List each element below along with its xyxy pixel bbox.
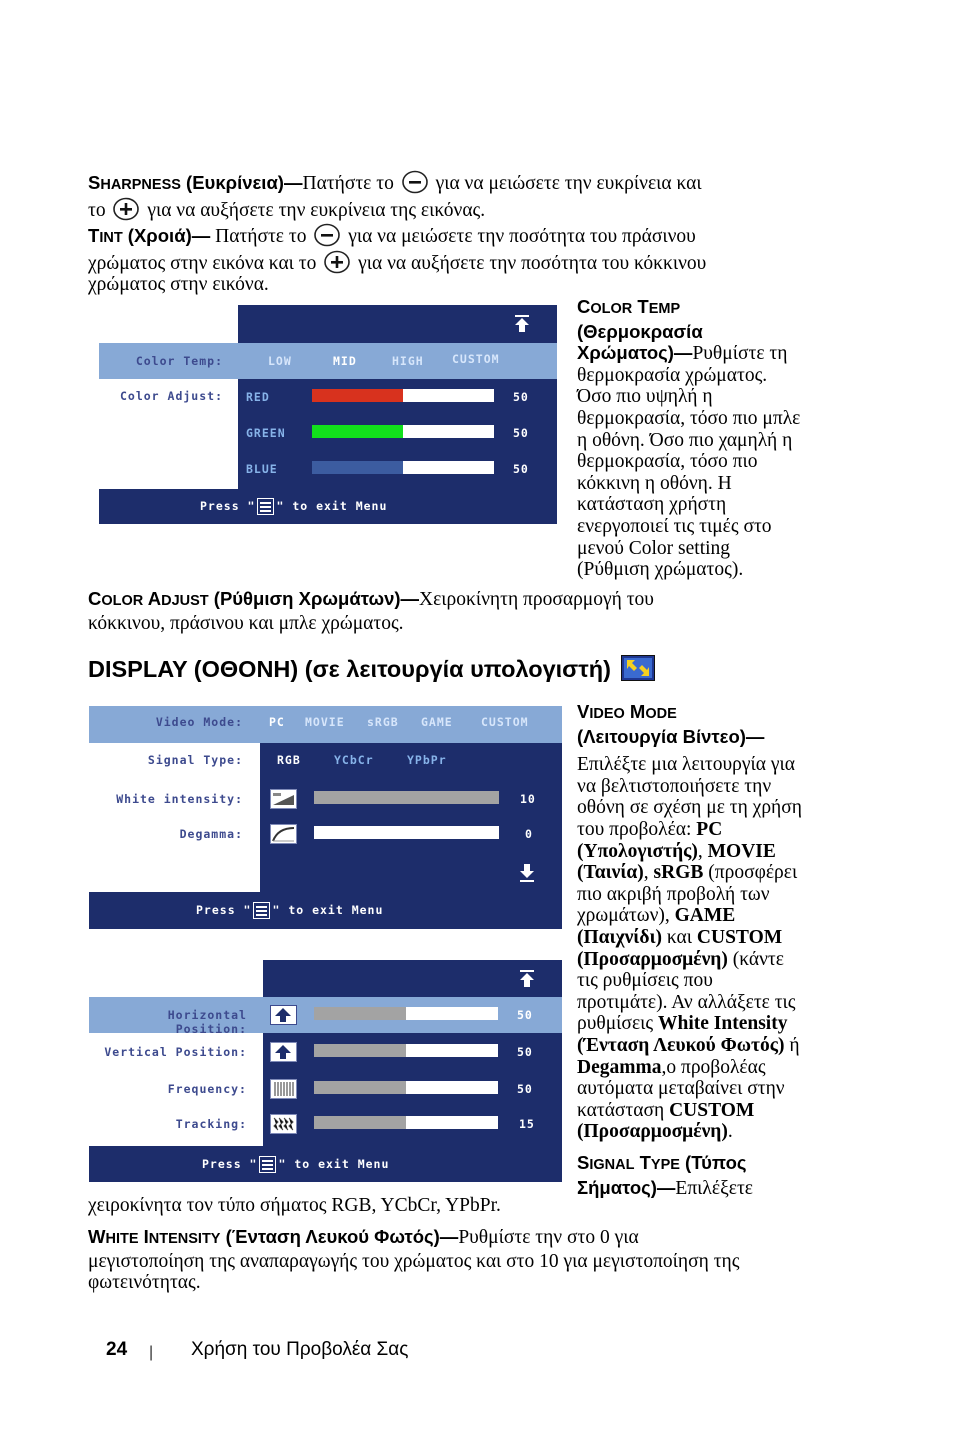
frequency-fill (314, 1081, 406, 1094)
mode-custom[interactable]: CUSTOM (452, 352, 500, 366)
mode-movie[interactable]: MOVIE (305, 715, 345, 729)
osd-display-menu (89, 706, 562, 929)
white-intensity-icon (270, 789, 297, 809)
signal-type-paragraph: SIGNAL TYPE (Τύπος Σήματος)—Επιλέξετε (577, 1152, 839, 1199)
video-mode-label: Video Mode: (155, 715, 243, 729)
mode-pc[interactable]: PC (269, 715, 285, 729)
scroll-up-icon (519, 970, 535, 988)
exit-hint: Press " " to exit Menu (196, 903, 384, 917)
frequency-label: Frequency: (167, 1082, 247, 1096)
vertical-position-slider[interactable] (314, 1044, 498, 1057)
red-value: 50 (513, 390, 529, 404)
degamma-value: 0 (525, 827, 533, 841)
color-temp-label: Color Temp: (135, 354, 223, 368)
osd-footer-bar (99, 489, 557, 524)
video-mode-heading: VIDEO MODE (577, 701, 677, 722)
frequency-slider[interactable] (314, 1081, 498, 1094)
blue-label: BLUE (246, 462, 278, 476)
menu-button-icon (253, 902, 270, 919)
footer-title: Χρήση του Προβολέα Σας (191, 1339, 409, 1360)
osd-color-menu (99, 305, 557, 524)
vertical-position-icon (270, 1042, 297, 1062)
blue-value: 50 (513, 462, 529, 476)
frequency-icon (270, 1079, 297, 1099)
white-intensity-value: 10 (520, 792, 536, 806)
signal-type-continuation: χειροκίνητα τον τύπο σήματος RGB, YCbCr, YPbPr. (88, 1195, 501, 1216)
plus-button-icon (112, 197, 140, 221)
red-slider[interactable] (312, 389, 494, 402)
exit-hint: Press " " to exit Menu (200, 499, 388, 513)
mode-game[interactable]: GAME (421, 715, 453, 729)
red-slider-fill (312, 389, 403, 402)
signal-ycbcr[interactable]: YCbCr (334, 753, 374, 767)
sharpness-heading: SHARPNESS (Ευκρίνεια)— (88, 172, 303, 193)
osd-top-bar (263, 960, 562, 997)
horizontal-position-label: Horizontal Position: (167, 1008, 247, 1036)
degamma-icon (270, 824, 297, 844)
mode-custom[interactable]: CUSTOM (481, 715, 529, 729)
horizontal-position-slider[interactable] (314, 1007, 498, 1020)
green-slider[interactable] (312, 425, 494, 438)
horizontal-position-icon (270, 1005, 297, 1025)
signal-rgb[interactable]: RGB (277, 753, 301, 767)
color-adjust-label: Color Adjust: (119, 389, 223, 403)
plus-button-icon (323, 250, 351, 274)
horizontal-position-value: 50 (517, 1008, 533, 1022)
green-slider-fill (312, 425, 403, 438)
color-adjust-paragraph: COLOR ADJUST (Ρύθμιση Χρωμάτων)—Χειροκίνητη προσαρμογή του κόκκινου, πράσινου και μπλε χρώματος. (88, 588, 654, 634)
scroll-down-icon (519, 864, 535, 882)
green-label: GREEN (246, 426, 286, 440)
tint-heading: TINT (Χροιά)— (88, 225, 211, 246)
osd-footer-bar (89, 1146, 562, 1182)
blue-slider-fill (312, 461, 403, 474)
mode-srgb[interactable]: sRGB (367, 715, 399, 729)
mode-high[interactable]: HIGH (392, 354, 424, 368)
white-intensity-heading: WHITE INTENSITY (Ένταση Λευκού Φωτός)— (88, 1226, 459, 1247)
mode-mid[interactable]: MID (333, 354, 357, 368)
tracking-fill (314, 1116, 406, 1129)
red-label: RED (246, 390, 270, 404)
tracking-value: 15 (519, 1117, 535, 1131)
vertical-position-value: 50 (517, 1045, 533, 1059)
signal-type-heading: SIGNAL TYPE (Τύπος (577, 1152, 747, 1173)
blue-slider[interactable] (312, 461, 494, 474)
degamma-label: Degamma: (179, 827, 243, 841)
tracking-label: Tracking: (175, 1117, 247, 1131)
osd-position-menu (89, 960, 562, 1182)
display-section-heading: DISPLAY (ΟΘΟΝΗ) (σε λειτουργία υπολογιστή) (88, 655, 655, 683)
minus-button-icon (313, 223, 341, 247)
degamma-slider[interactable] (314, 826, 499, 839)
osd-footer-bar (89, 892, 562, 929)
tint-paragraph: TINT (Χροιά)— Πατήστε το για να μειώσετε την ποσότητα του πράσινου χρώματος στην εικόνα και το για να αυξήσετε την ποσότητα του κόκκινου χρώματος στην εικόνα. (88, 225, 707, 296)
page-number: 24 (106, 1339, 128, 1360)
footer-separator: | (149, 1344, 154, 1361)
sharpness-paragraph: SHARPNESS (Ευκρίνεια)—Πατήστε το για να μειώσετε την ευκρίνεια και το για να αυξήσετε την ευκρίνεια της εικόνας. (88, 172, 702, 221)
white-intensity-label: White intensity: (116, 792, 243, 806)
vertical-position-label: Vertical Position: (104, 1045, 247, 1059)
osd-top-bar (238, 305, 557, 343)
white-intensity-paragraph: WHITE INTENSITY (Ένταση Λευκού Φωτός)—Ρυθμίστε την στο 0 για μεγιστοποίηση της αναπαραγωγής του χρώματος και στο 10 για μεγιστοποίηση της φωτεινότητας. (88, 1226, 740, 1294)
horizontal-position-fill (314, 1007, 406, 1020)
frequency-value: 50 (517, 1082, 533, 1096)
signal-type-label: Signal Type: (147, 753, 243, 767)
color-temp-heading: COLOR TEMP (577, 296, 681, 317)
color-temp-paragraph: COLOR TEMP (Θερμοκρασία Χρώματος)—Ρυθμίστε τη θερμοκρασία χρώματος. Όσο πιο υψηλή η θερμοκρασία, τόσο πιο μπλε η οθόνη. Όσο πιο χαμηλή η θερμοκρασία, τόσο πιο κόκκινη η οθόνη. Η κατάσταση χρήστη ενεργοποιεί τις τιμές στο μενού Color setting (Ρύθμιση χρώματος). (577, 296, 837, 581)
minus-button-icon (401, 170, 429, 194)
tracking-slider[interactable] (314, 1116, 498, 1129)
menu-button-icon (257, 498, 274, 515)
exit-hint: Press " " to exit Menu (202, 1157, 390, 1171)
vertical-position-fill (314, 1044, 406, 1057)
white-intensity-slider[interactable] (314, 791, 499, 804)
green-value: 50 (513, 426, 529, 440)
white-intensity-fill (314, 791, 499, 804)
tracking-icon (270, 1114, 297, 1134)
color-adjust-heading: COLOR ADJUST (Ρύθμιση Χρωμάτων)— (88, 588, 420, 609)
menu-button-icon (259, 1156, 276, 1173)
mode-low[interactable]: LOW (268, 354, 292, 368)
scroll-up-icon (514, 315, 530, 333)
signal-ypbpr[interactable]: YPbPr (407, 753, 447, 767)
display-menu-icon (621, 655, 655, 681)
video-mode-paragraph: VIDEO MODE (Λειτουργία Βίντεο)— Επιλέξτε μια λειτουργία για να βελτιστοποιήσετε την οθόνη σε σχέση με τη χρήση του προβολέα: PC (Υπολογιστής), MOVIE (Ταινία), sRGB (προσφέρει πιο ακριβή προβολή των χρωμάτων), GAME (Παιχνίδι) και CUSTOM (Προσαρμοσμένη) (κάντε τις ρυθμίσεις που προτιμάτε). Αν αλλάξετε τις ρυθμίσεις White Intensity (Ένταση Λευκού Φωτός) ή Degamma,ο προβολέας αυτόματα μεταβαίνει στην κατάσταση CUSTOM (Προσαρμοσμένη). (577, 701, 839, 1143)
